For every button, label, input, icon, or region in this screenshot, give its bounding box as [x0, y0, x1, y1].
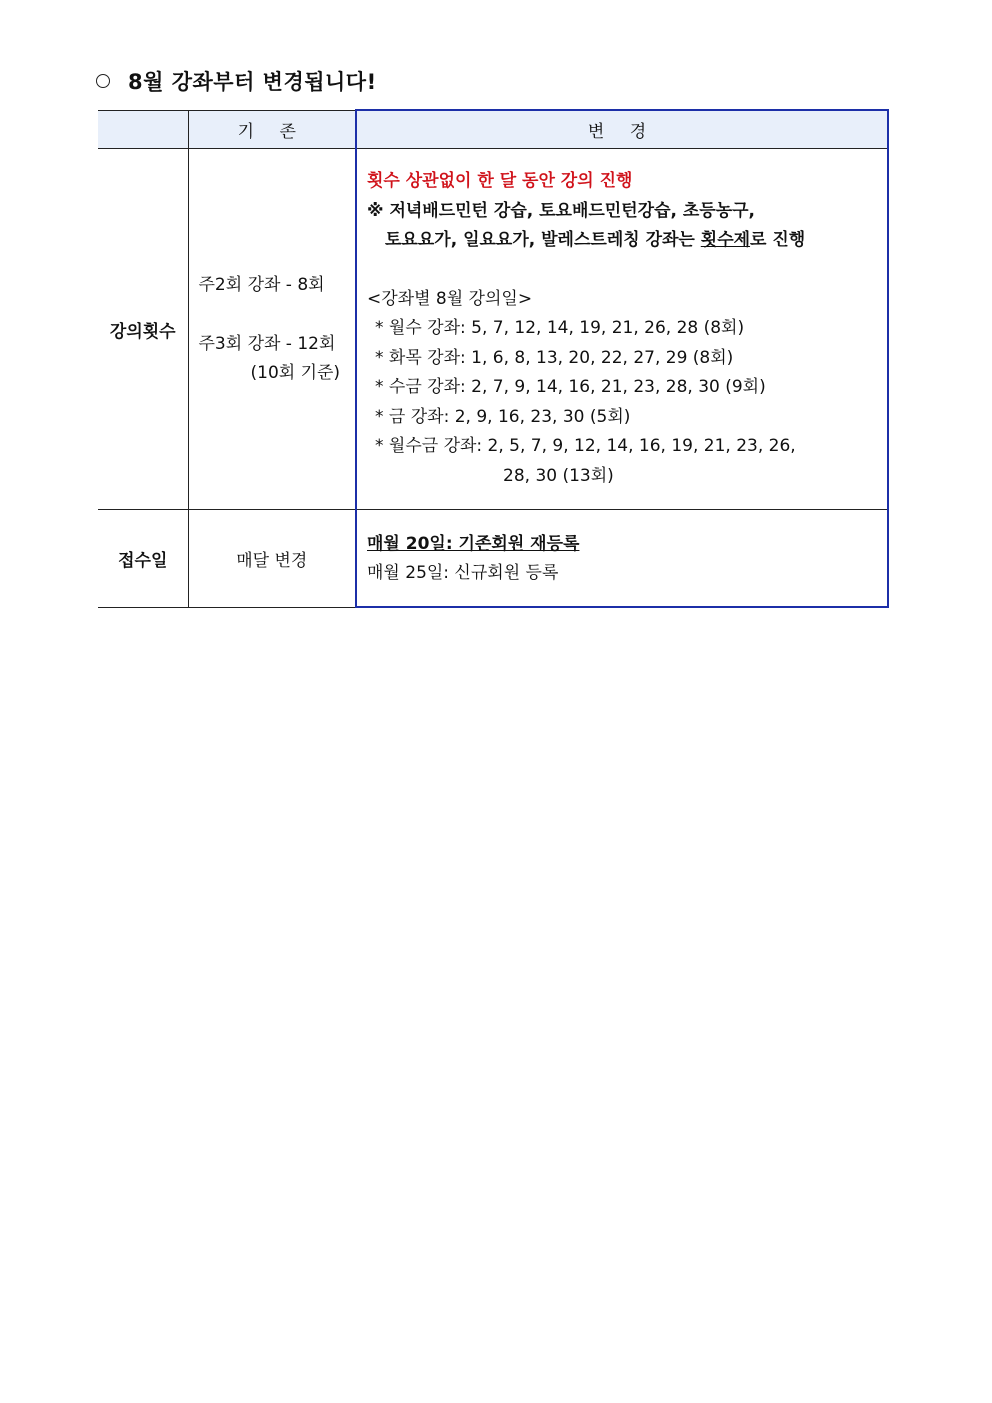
schedule-title: <강좌별 8월 강의일> — [367, 288, 533, 309]
note-line-2 — [367, 226, 877, 256]
header-existing: 기 존 — [188, 110, 356, 149]
row-lecture-count — [98, 149, 888, 510]
note-line-2-post: 로 진행 — [750, 230, 806, 250]
existing-line-2: 주3회 강좌 - 12회 — [198, 333, 336, 354]
row-registration — [98, 510, 888, 608]
change-table — [98, 109, 889, 608]
existing-lecture-count — [188, 149, 356, 510]
existing-line-1: 주2회 강좌 - 8회 — [198, 274, 325, 295]
existing-registration: 매달 변경 — [188, 510, 356, 608]
header-change: 변 경 — [356, 110, 888, 149]
circle-bullet-icon — [96, 74, 110, 88]
header-row — [98, 110, 888, 149]
schedule-item: * 금 강좌: 2, 9, 16, 23, 30 (5회) — [375, 406, 631, 427]
registration-line-2: 매월 25일: 신규회원 등록 — [367, 563, 559, 583]
registration-line-1: 매월 20일: 기존회원 재등록 — [367, 534, 580, 554]
schedule-item: * 월수 강좌: 5, 7, 12, 14, 19, 21, 26, 28 (8회) — [375, 318, 745, 338]
page-heading — [96, 66, 377, 96]
change-registration — [356, 510, 888, 608]
existing-line-3: (10회 기준) — [250, 362, 341, 383]
row-label-registration: 접수일 — [98, 510, 188, 608]
schedule-item: * 수금 강좌: 2, 7, 9, 14, 16, 21, 23, 28, 30 (9회) — [375, 377, 766, 397]
heading-text: 8월 강좌부터 변경됩니다! — [128, 70, 377, 94]
schedule-item-continued: 28, 30 (13회) — [503, 465, 614, 486]
change-lecture-count — [356, 149, 888, 510]
row-label-lecture-count: 강의횟수 — [98, 149, 188, 510]
header-empty — [98, 110, 188, 149]
note-line-2-pre: 토요요가, 일요요가, 발레스트레칭 강좌는 — [385, 230, 701, 250]
note-line-2-underlined: 횟수제 — [700, 230, 751, 250]
change-highlight: 횟수 상관없이 한 달 동안 강의 진행 — [367, 171, 633, 191]
note-line-1: ※ 저녁배드민턴 강습, 토요배드민턴강습, 초등농구, — [367, 200, 756, 221]
schedule-item: * 화목 강좌: 1, 6, 8, 13, 20, 22, 27, 29 (8회) — [375, 347, 734, 368]
schedule-item: * 월수금 강좌: 2, 5, 7, 9, 12, 14, 16, 19, 21, 23, 26, — [375, 436, 796, 456]
